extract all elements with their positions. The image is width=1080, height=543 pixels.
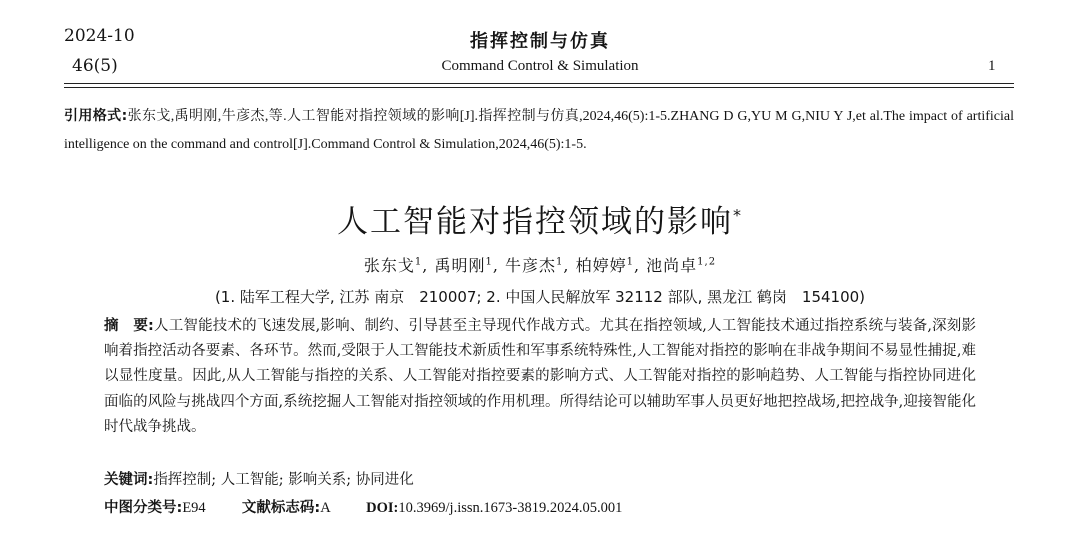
keywords-text: 指挥控制; 人工智能; 影响关系; 协同进化	[153, 472, 414, 488]
journal-title-en: Command Control & Simulation	[441, 58, 639, 74]
author-name: 张东戈	[363, 256, 415, 275]
affiliations: (1. 陆军工程大学, 江苏 南京 210007; 2. 中国人民解放军 32112 部队, 黑龙江 鹤岗 154100)	[214, 288, 866, 306]
abstract-label: 摘 要:	[104, 318, 154, 334]
author-affiliation-mark: 1	[626, 256, 634, 268]
journal-title-cn: 指挥控制与仿真	[470, 31, 610, 52]
title-footnote-mark: *	[733, 205, 743, 225]
clc-label: 中图分类号:	[104, 500, 183, 516]
author-name: 柏婷婷	[575, 256, 627, 275]
paper-title-text: 人工智能对指控领域的影响	[337, 204, 733, 240]
author-affiliation-mark: 1	[414, 256, 423, 268]
document-code-label: 文献标志码:	[241, 500, 321, 516]
author-affiliation-mark: 1,2	[697, 256, 717, 268]
author-affiliation-mark: 1	[485, 256, 493, 268]
author-affiliation-mark: 1	[556, 256, 564, 268]
citation-text: 张东戈,禹明刚,牛彦杰,等.人工智能对指控领域的影响[J].指挥控制与仿真,2024,46(5):1-5.ZHANG D G,YU M G,NIU Y J,et al.The impact of artificial intelligence on the command and control[J].Command Control & Simulation,2024,46(5):1-5.	[64, 109, 1014, 152]
page-number: 1	[988, 58, 996, 74]
clc-value: E94	[182, 500, 206, 516]
doi-value: 10.3969/j.issn.1673-3819.2024.05.001	[398, 500, 623, 516]
abstract-block	[104, 314, 976, 440]
issue-volume: 46(5)	[72, 56, 118, 76]
author-name: 牛彦杰	[505, 256, 557, 275]
classification-line	[104, 496, 622, 517]
paper-title	[0, 196, 1080, 241]
issue-date: 2024-10	[64, 26, 135, 46]
citation-label: 引用格式:	[64, 108, 128, 124]
author-list: 张东戈$^1$, 禹明刚$^1$, 牛彦杰$^1$, 柏婷婷$^1$, 池尚卓$^{1,2}$	[363, 256, 717, 275]
document-code-value: A	[320, 500, 330, 516]
citation-block	[64, 102, 1014, 159]
header-rule-thin	[64, 87, 1014, 88]
abstract-text: 人工智能技术的飞速发展,影响、制约、引导甚至主导现代作战方式。尤其在指控领域,人工智能技术通过指控系统与装备,深刻影响着指控活动各要素、各环节。然而,受限于人工智能技术新质性和军事系统特殊性,人工智能对指控的影响在非战争期间不易显性捕捉,难以显性度量。因此,从人工智能与指控的关系、人工智能对指控要素的影响方式、人工智能对指控的影响趋势、人工智能与指控协同进化面临的风险与挑战四个方面,系统挖掘人工智能对指控领域的作用机理。所得结论可以辅助军事人员更好地把控战场,把控战争,迎接智能化时代战争挑战。	[104, 318, 976, 435]
author-name: 池尚卓	[646, 256, 698, 275]
header-rule-thick	[64, 83, 1014, 84]
doi-label: DOI:	[366, 500, 399, 516]
keywords-label: 关键词:	[104, 472, 154, 488]
keywords-line	[104, 468, 414, 489]
author-name: 禹明刚	[434, 256, 486, 275]
